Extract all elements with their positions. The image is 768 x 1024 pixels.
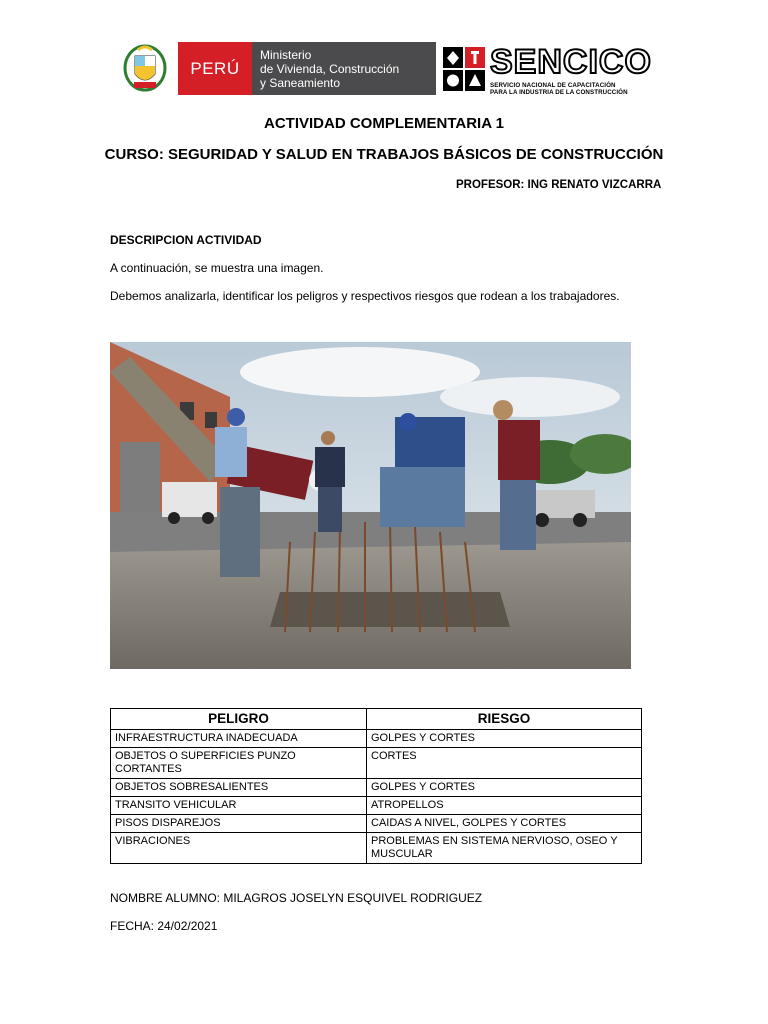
professor-line: PROFESOR: ING RENATO VIZCARRA (456, 179, 662, 191)
peligro-cell: OBJETOS SOBRESALIENTES (111, 779, 367, 797)
ministry-line-2: de Vivienda, Construcción (260, 62, 400, 76)
hazard-risk-table (110, 708, 642, 864)
description-heading: DESCRIPCION ACTIVIDAD (110, 233, 262, 247)
riesgo-cell: CORTES (367, 748, 642, 779)
peru-label: PERÚ (178, 42, 252, 95)
peligro-cell: INFRAESTRUCTURA INADECUADA (111, 730, 367, 748)
table-row (111, 833, 642, 864)
peru-coat-of-arms-icon (122, 42, 168, 94)
riesgo-cell: ATROPELLOS (367, 797, 642, 815)
table-row (111, 748, 642, 779)
peligro-cell: TRANSITO VEHICULAR (111, 797, 367, 815)
table-row (111, 797, 642, 815)
document-date: FECHA: 24/02/2021 (110, 919, 218, 933)
header-riesgo: RIESGO (367, 709, 642, 730)
course-title: CURSO: SEGURIDAD Y SALUD EN TRABAJOS BÁSICOS DE CONSTRUCCIÓN (104, 146, 664, 163)
riesgo-cell: GOLPES Y CORTES (367, 779, 642, 797)
sencico-emblem-icon (442, 46, 486, 92)
table-header-row (111, 709, 642, 730)
peligro-cell: VIBRACIONES (111, 833, 367, 864)
ministry-name (252, 42, 436, 95)
riesgo-cell: CAIDAS A NIVEL, GOLPES Y CORTES (367, 815, 642, 833)
riesgo-cell: GOLPES Y CORTES (367, 730, 642, 748)
sencico-subtitle-2: PARA LA INDUSTRIA DE LA CONSTRUCCIÓN (490, 89, 628, 96)
table-row (111, 779, 642, 797)
header-peligro: PELIGRO (111, 709, 367, 730)
description-paragraph-1: A continuación, se muestra una imagen. (110, 261, 324, 275)
sencico-wordmark: SENCICO (490, 43, 652, 81)
riesgo-cell: PROBLEMAS EN SISTEMA NERVIOSO, OSEO Y MUSCULAR (367, 833, 642, 864)
description-paragraph-2: Debemos analizarla, identificar los peligros y respectivos riesgos que rodean a los trabajadores. (110, 289, 620, 303)
document-title: ACTIVIDAD COMPLEMENTARIA 1 (264, 115, 504, 132)
ministry-line-1: Ministerio (260, 48, 312, 62)
construction-site-photo (110, 342, 631, 669)
student-name: NOMBRE ALUMNO: MILAGROS JOSELYN ESQUIVEL RODRIGUEZ (110, 891, 483, 905)
sencico-logo (442, 44, 654, 96)
sencico-subtitle-1: SERVICIO NACIONAL DE CAPACITACIÓN (490, 82, 616, 89)
table-row (111, 730, 642, 748)
ministry-logo (178, 42, 436, 95)
peligro-cell: OBJETOS O SUPERFICIES PUNZO CORTANTES (111, 748, 367, 779)
peligro-cell: PISOS DISPAREJOS (111, 815, 367, 833)
table-row (111, 815, 642, 833)
ministry-line-3: y Saneamiento (260, 76, 341, 90)
